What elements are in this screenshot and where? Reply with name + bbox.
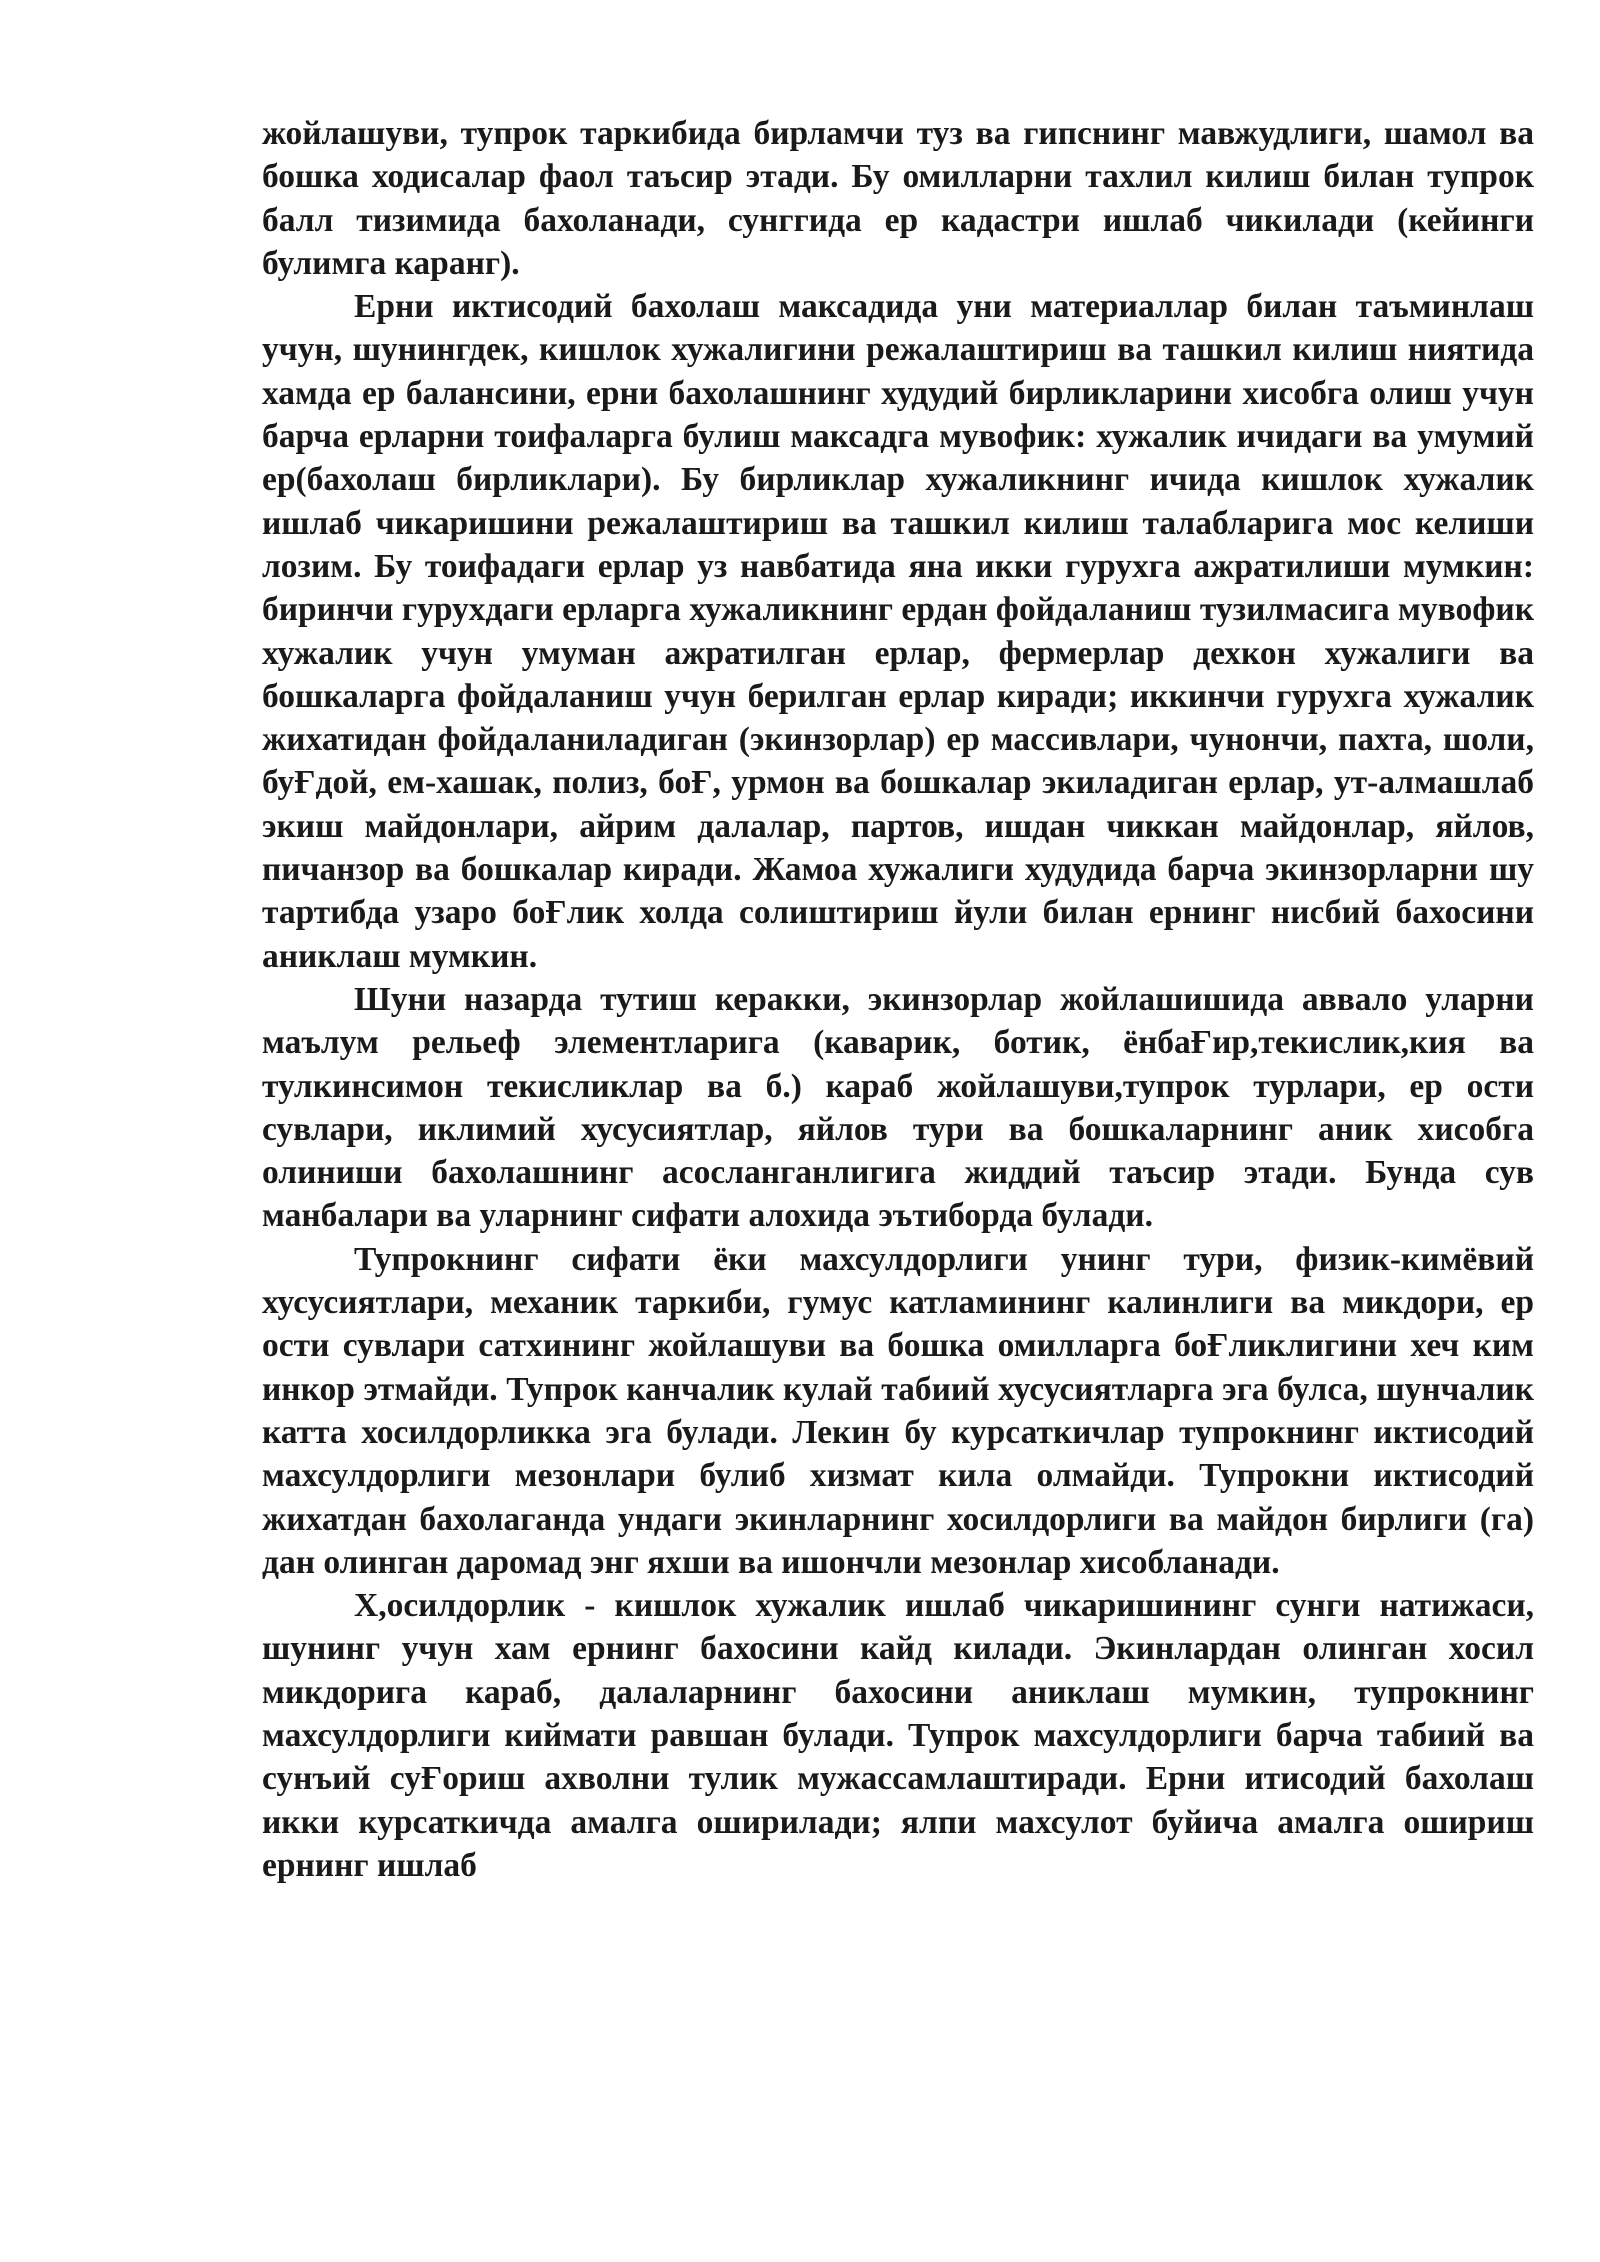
paragraph-2: Ерни иктисодий бахолаш максадида уни материаллар билан таъминлаш учун, шунингдек, кишлок хужалигини режалаштириш ва ташкил килиш ниятида хамда ер балансини, ерни бахолашнинг худудий бирликларини хисобга олиш учун барча ерларни тоифаларга булиш максадга мувофик: хужалик ичидаги ва умумий ер(бахолаш бирликлари). Бу бирликлар хужаликнинг ичида кишлок хужалик ишлаб чикаришини режалаштириш ва ташкил килиш талабларига мос келиши лозим. Бу тоифадаги ерлар уз навбатида яна икки гурухга ажратилиши мумкин: биринчи гурухдаги ерларга хужаликнинг ердан фойдаланиш тузилмасига мувофик хужалик учун умуман ажратилган ерлар, фермерлар дехкон хужалиги ва бошкаларга фойдаланиш учун берилган ерлар киради; иккинчи гурухга хужалик жихатидан фойдаланиладиган (экинзорлар) ер массивлари, чунончи, пахта, шоли, буҒдой, ем-хашак, полиз, боҒ, урмон ва бошкалар экиладиган ерлар, ут-алмашлаб экиш майдонлари, айрим далалар, партов, ишдан чиккан майдонлар, яйлов, пичанзор ва бошкалар киради. Жамоа хужалиги худудида барча экинзорларни шу тартибда узаро боҒлик холда солиштириш йули билан ернинг нисбий бахосини аниклаш мумкин. [262,288,1534,975]
document-page [262,112,1534,1887]
paragraph-4: Тупрокнинг сифати ёки махсулдорлиги унинг тури, физик-кимёвий хусусиятлари, механик таркиби, гумус катламининг калинлиги ва микдори, ер ости сувлари сатхининг жойлашуви ва бошка омилларга боҒликлигини хеч ким инкор этмайди. Тупрок канчалик кулай табиий хусусиятларга эга булса, шунчалик катта хосилдорликка эга булади. Лекин бу курсаткичлар тупрокнинг иктисодий махсулдорлиги мезонлари булиб хизмат кила олмайди. Тупрокни иктисодий жихатдан бахолаганда ундаги экинларнинг хосилдорлиги ва майдон бирлиги (га) дан олинган даромад энг яхши ва ишончли мезонлар хисобланади. [262,1240,1534,1581]
paragraph-5: Х,осилдорлик - кишлок хужалик ишлаб чикаришининг сунги натижаси, шунинг учун хам ернинг бахосини кайд килади. Экинлардан олинган хосил микдорига караб, далаларнинг бахосини аниклаш мумкин, тупрокнинг махсулдорлиги киймати равшан булади. Тупрок махсулдорлиги барча табиий ва сунъий суҒориш ахволни тулик мужассамлаштиради. Ерни итисодий бахолаш икки курсаткичда амалга оширилади; ялпи махсулот буйича амалга ошириш ернинг ишлаб [262,1587,1534,1884]
paragraph-1: жойлашуви, тупрок таркибида бирламчи туз ва гипснинг мавжудлиги, шамол ва бошка ходисалар фаол таъсир этади. Бу омилларни тахлил килиш билан тупрок балл тизимида бахоланади, сунггида ер кадастри ишлаб чикилади (кейинги булимга каранг). [262,115,1534,282]
paragraph-3: Шуни назарда тутиш керакки, экинзорлар жойлашишида аввало уларни маълум рельеф элементларига (каварик, ботик, ёнбаҒир,текислик,кия ва тулкинсимон текисликлар ва б.) караб жойлашуви,тупрок турлари, ер ости сувлари, иклимий хусусиятлар, яйлов тури ва бошкаларнинг аник хисобга олиниши бахолашнинг асосланганлигига жиддий таъсир этади. Бунда сув манбалари ва уларнинг сифати алохида эътиборда булади. [262,980,1534,1235]
